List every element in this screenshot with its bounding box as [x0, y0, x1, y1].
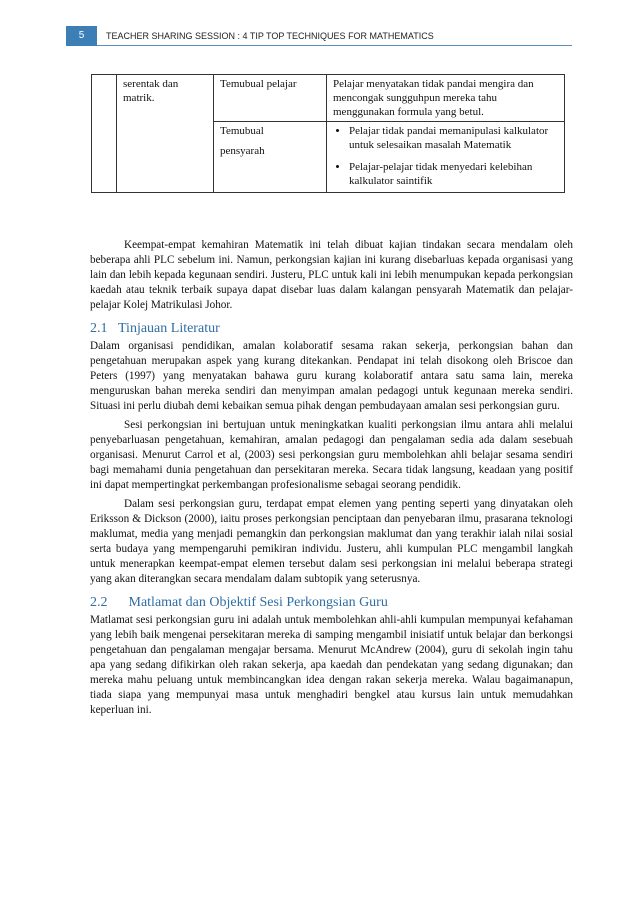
table-cell-finding	[327, 122, 565, 193]
table-cell-source: Temubual pelajar	[214, 75, 327, 122]
findings-table	[91, 74, 565, 193]
page-number: 5	[66, 26, 97, 46]
page-header	[66, 26, 572, 46]
paragraph: Dalam organisasi pendidikan, amalan kolaboratif sesama rakan sekerja, perkongsian bahan dan pengetahuan merupakan aspek yang kurang ditekankan. Pendapat ini telah disokong oleh Briscoe dan Peters (1997) yang menyatakan bahawa guru kurang kolaboratif antara satu sama lain, mereka menguruskan bahan mereka sendiri dan menyimpan amalan pedagogi untuk kegunaan mereka sendiri. Situasi ini perlu diubah demi kebaikan semua pihak dengan pembudayaan amalan sesi perkongsian guru.	[90, 340, 573, 412]
table-row	[92, 75, 565, 122]
paragraph: Dalam sesi perkongsian guru, terdapat empat elemen yang penting seperti yang dinyatakan oleh Eriksson & Dickson (2000), iaitu proses perkongsian penciptaan dan penyebaran ilmu, prasarana teknologi maklumat, media yang menjadi pemangkin dan perkongsian maklumat dan yang terakhir ialah nilai sosial serta budaya yang mempengaruhi pemikiran individu. Justeru, ahli kumpulan PLC mengambil langkah untuk menerapkan keempat-empat elemen tersebut dalam sesi perkongsian ini melalui beberapa strategi yang akan diterangkan secara mendalam dalam subtopik yang seterusnya.	[90, 498, 573, 585]
header-rule	[97, 45, 572, 46]
table-cell-finding: Pelajar menyatakan tidak pandai mengira dan mencongak sungguhpun mereka tahu menggunakan formula yang betul.	[327, 75, 565, 122]
section-title: Matlamat dan Objektif Sesi Perkongsian Guru	[128, 595, 388, 610]
section-number: 2.2	[90, 595, 108, 610]
findings-list	[333, 124, 558, 188]
table-cell-source	[214, 122, 327, 193]
paragraph: Sesi perkongsian ini bertujuan untuk meningkatkan kualiti perkongsian ilmu antara ahli melalui penyebarluasan pengetahuan, kemahiran, amalan pedagogi dan pengalaman sedia ada dalam sesebuah organisasi. Menurut Carrol et al, (2003) sesi perkongsian guru membolehkan ahli belajar sesama sendiri bagi memahami dunia pengetahuan dan persekitaran mereka. Secara tidak langsung, keadaan yang positif ini dapat mempertingkat perkembangan profesionalisme sebagai seorang pendidik.	[90, 419, 573, 491]
source-line: pensyarah	[220, 145, 265, 157]
list-item: • Pelajar tidak pandai memanipulasi kalkulator untuk selesaikan masalah Matematik	[349, 124, 558, 152]
section-number: 2.1	[90, 321, 108, 336]
section-heading	[90, 594, 573, 611]
table-cell-blank	[92, 75, 117, 193]
table-cell-method: serentak dan matrik.	[117, 75, 214, 193]
section-heading	[90, 320, 573, 337]
source-line: Temubual	[220, 125, 264, 137]
document-body	[90, 238, 573, 722]
intro-paragraph: Keempat-empat kemahiran Matematik ini telah dibuat kajian tindakan secara mendalam oleh beberapa ahli PLC sebelum ini. Namun, perkongsian kajian ini kurang disebarluas kepada organisasi yang lain dan lebih kepada kegunaan sendiri. Justeru, PLC untuk kali ini lebih menumpukan kepada perkongsian kaedah atau teknik terbaik supaya dapat disebar luas dalam kalangan pensyarah Matematik dan pelajar-pelajar Kolej Matrikulasi Johor.	[90, 239, 573, 311]
list-item: • Pelajar-pelajar tidak menyedari kelebihan kalkulator saintifik	[349, 160, 558, 188]
paragraph: Matlamat sesi perkongsian guru ini adalah untuk membolehkan ahli-ahli kumpulan mempunyai kefahaman yang lebih baik mengenai persekitaran mereka di samping mengambil inisiatif untuk belajar dan berkongsi pengetahuan dan pengalaman mengajar bersama. Menurut McAndrew (2004), guru di sekolah ingin tahu apa yang sedang difikirkan oleh rakan sekerja, apa kaedah dan pendekatan yang sedang digunakan; dan mereka mahu peluang untuk membincangkan idea dengan rakan sekerja mereka. Walau bagaimanapun, tiada siapa yang mempunyai masa untuk menghadiri bengkel atau kursus lain untuk memudahkan keperluan ini.	[90, 614, 573, 716]
section-title: Tinjauan Literatur	[118, 321, 220, 336]
header-title: TEACHER SHARING SESSION : 4 TIP TOP TECHNIQUES FOR MATHEMATICS	[106, 31, 434, 41]
